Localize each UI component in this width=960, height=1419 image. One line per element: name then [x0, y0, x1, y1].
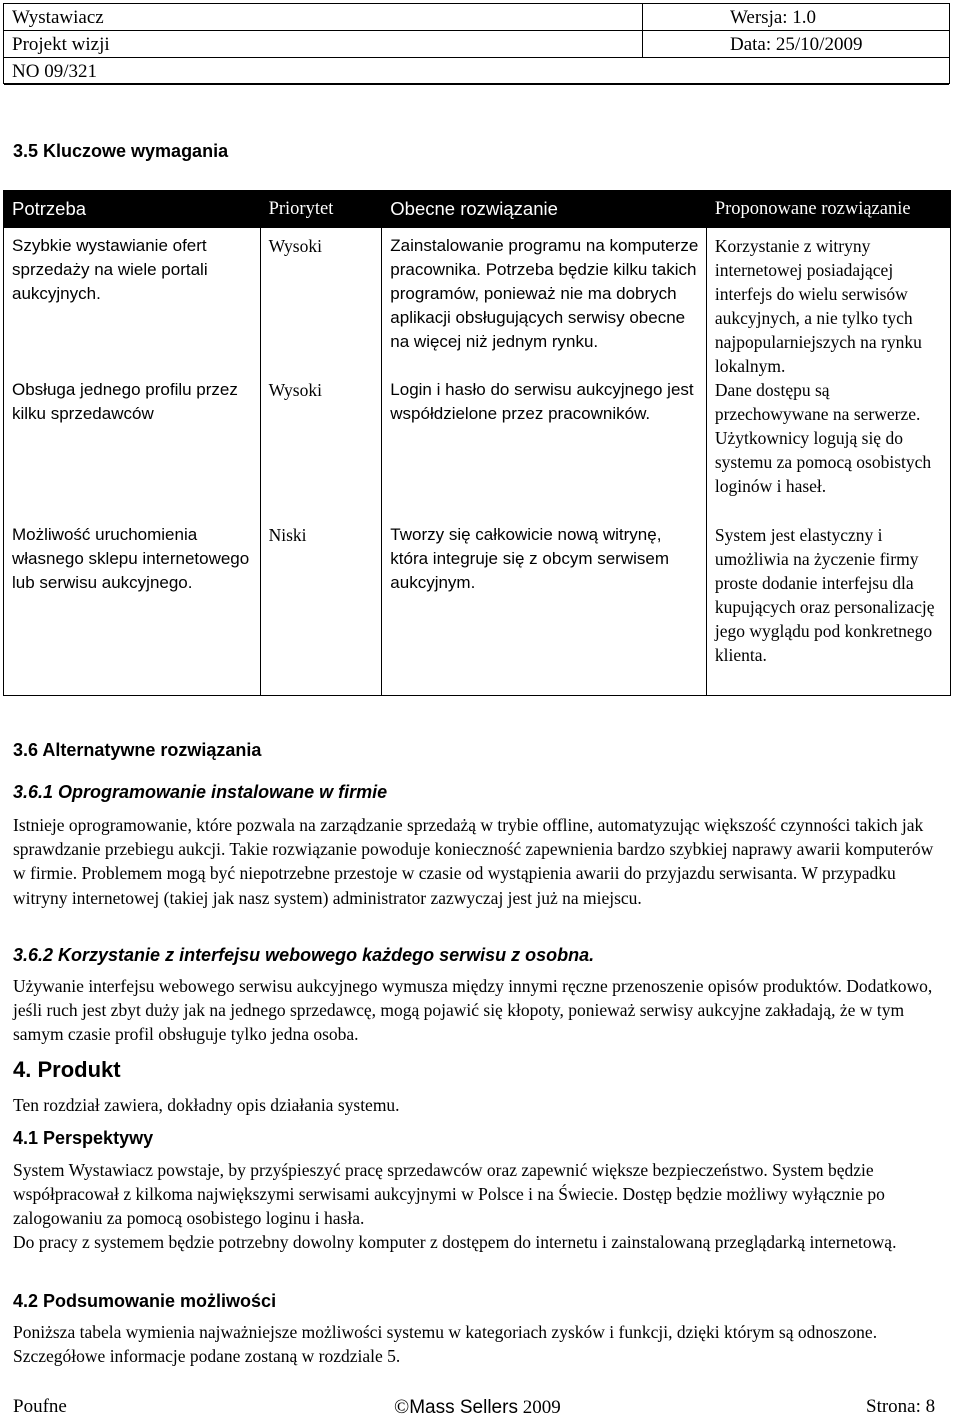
cell-need: Możliwość uruchomienia własnego sklepu internetowego lub serwisu aukcyjnego.	[4, 523, 261, 696]
header-date: Data: 25/10/2009	[730, 34, 863, 55]
section-41-text-2: Do pracy z systemem będzie potrzebny dowolny komputer z dostępem do internetu i zainstalowaną przeglądarką internetową.	[13, 1232, 897, 1252]
header-version: Wersja: 1.0	[730, 7, 817, 28]
cell-need: Obsługa jednego profilu przez kilku sprzedawców	[4, 378, 261, 523]
footer-page-number: Strona: 8	[866, 1396, 936, 1417]
cell-proposed: Korzystanie z witryny internetowej posiadającej interfejs do wielu serwisów aukcyjnych, a nie tylko tych najpopularniejszych na rynku lokalnym.	[706, 228, 950, 379]
cell-current: Zainstalowanie programu na komputerze pracownika. Potrzeba będzie kilku takich programów, ponieważ nie ma dobrych aplikacji obsługujących serwisy obecne na więcej niż jednym rynku.	[382, 228, 707, 379]
col-header-priority: Priorytet	[260, 191, 382, 228]
header-doc-no: NO 09/321	[12, 61, 97, 82]
header-doc-type: Projekt wizji	[12, 34, 110, 55]
section-36-title: 3.6 Alternatywne rozwiązania	[13, 740, 262, 760]
table-header-row	[4, 191, 951, 228]
section-362-text: Używanie interfejsu webowego serwisu aukcyjnego wymusza między innymi ręczne przenoszenie opisów produktów. Dodatkowo, jeśli ruch jest zbyt duży jak na jednego sprzedawcę, mogą pojawić się kłopoty, ponieważ serwisy aukcyjne zakładają, że w tym samym czasie profil obsługuje tylko jedna osoba.	[13, 976, 933, 1045]
cell-priority: Wysoki	[260, 228, 382, 379]
footer-company: Mass Sellers	[409, 1397, 518, 1418]
cell-need: Szybkie wystawianie ofert sprzedaży na wiele portali aukcyjnych.	[4, 228, 261, 379]
col-header-current: Obecne rozwiązanie	[382, 191, 707, 228]
header-row-3	[4, 58, 949, 85]
table-row	[4, 523, 951, 696]
cell-proposed: Dane dostępu są przechowywane na serwerze. Użytkownicy logują się do systemu za pomocą osobistych loginów i haseł.	[706, 378, 950, 523]
table-row	[4, 228, 951, 379]
footer-year: 2009	[522, 1397, 561, 1418]
section-41-title: 4.1 Perspektywy	[13, 1128, 154, 1148]
section-42-title: 4.2 Podsumowanie możliwości	[13, 1291, 277, 1311]
cell-priority: Niski	[260, 523, 382, 696]
requirements-table	[3, 190, 951, 696]
section-361-title: 3.6.1 Oprogramowanie instalowane w firmie	[13, 782, 388, 802]
header-divider	[642, 4, 643, 58]
cell-proposed: System jest elastyczny i umożliwia na życzenie firmy proste dodanie interfejsu dla kupujących oraz personalizację jego wyglądu pod konkretnego klienta.	[706, 523, 950, 696]
copyright-icon: ©	[394, 1396, 410, 1418]
section-41-text-1: System Wystawiacz powstaje, by przyśpieszyć pracę sprzedawców oraz zapewnić większe bezpieczeństwo. System będzie współpracował z kilkoma największymi serwisami aukcyjnymi w Polsce i na Świecie. Dostęp będzie możliwy wyłącznie po zalogowaniu za pomocą osobistego loginu i hasła.	[13, 1160, 885, 1229]
col-header-proposed: Proponowane rozwiązanie	[706, 191, 950, 228]
footer-confidential: Poufne	[13, 1396, 67, 1417]
cell-priority: Wysoki	[260, 378, 382, 523]
section-4-intro: Ten rozdział zawiera, dokładny opis działania systemu.	[13, 1095, 400, 1115]
header-product: Wystawiacz	[12, 7, 104, 28]
table-row	[4, 378, 951, 523]
section-4-title: 4. Produkt	[13, 1057, 121, 1082]
cell-current: Login i hasło do serwisu aukcyjnego jest współdzielone przez pracowników.	[382, 378, 707, 523]
col-header-need: Potrzeba	[4, 191, 261, 228]
header-row-1	[4, 4, 949, 31]
section-362-title: 3.6.2 Korzystanie z interfejsu webowego każdego serwisu z osobna.	[13, 945, 595, 965]
footer-copyright	[394, 1396, 561, 1419]
section-42-text: Poniższa tabela wymienia najważniejsze możliwości systemu w kategoriach zysków i funkcji, dzięki którym są odnoszone. Szczegółowe informacje podane zostaną w rozdziale 5.	[13, 1322, 878, 1367]
cell-current: Tworzy się całkowicie nową witrynę, która integruje się z obcym serwisem aukcyjnym.	[382, 523, 707, 696]
section-361-text: Istnieje oprogramowanie, które pozwala na zarządzanie sprzedażą w trybie offline, automatyzując większość czynności takich jak sprawdzanie przebiegu aukcji. Takie rozwiązanie powoduje konieczność zapewnienia bardzo szybkiej naprawy awarii komputerów w firmie. Problemem mogą być niepotrzebne przestoje w czasie od wystąpienia awarii do przyjazdu serwisanta. W przypadku witryny internetowej (takiej jak nasz system) administrator zazwyczaj jest już na miejscu.	[13, 815, 934, 908]
header-row-2	[4, 31, 949, 58]
document-header	[3, 3, 950, 84]
section-35-title: 3.5 Kluczowe wymagania	[13, 141, 229, 161]
